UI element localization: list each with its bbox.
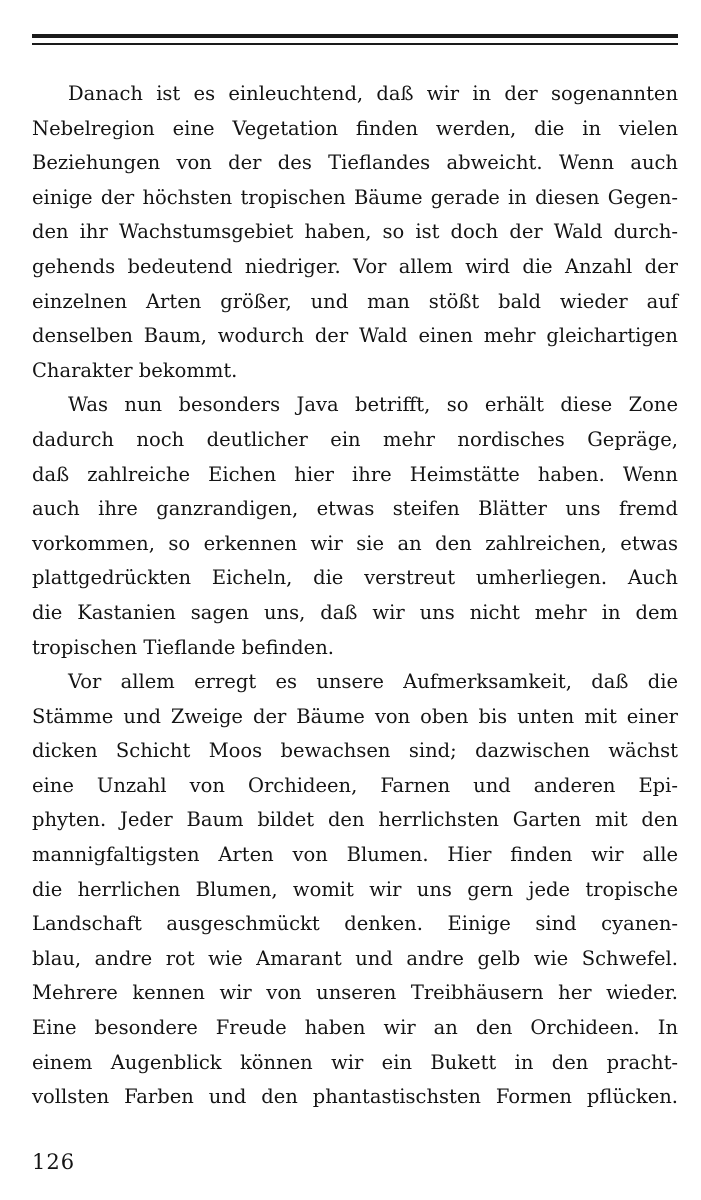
paragraph-2 [32,388,678,665]
text-line: eine Unzahl von Orchideen, Farnen und anderen Epi- [32,773,678,797]
text-line: vollsten Farben und den phantastischsten Formen pflücken. [32,1085,678,1109]
text-line: die herrlichen Blumen, womit wir uns gern jede tropische [32,877,678,901]
text-line: Vor allem erregt es unsere Aufmerksamkeit, daß die [68,670,678,694]
header-rule-thick [32,34,678,38]
text-line: auch ihre ganzrandigen, etwas steifen Blätter uns fremd [32,497,678,521]
text-line: Landschaft ausgeschmückt denken. Einige sind cyanen- [32,912,678,936]
text-line: Danach ist es einleuchtend, daß wir in der sogenannten [68,82,678,105]
text-line: phyten. Jeder Baum bildet den herrlichsten Garten mit den [32,808,678,832]
text-line: Beziehungen von der des Tieflandes abweicht. Wenn auch [32,151,678,175]
text-line: Stämme und Zweige der Bäume von oben bis unten mit einer [32,704,678,728]
text-line: Charakter bekommt. [32,358,238,382]
text-line: mannigfaltigsten Arten von Blumen. Hier finden wir alle [32,843,678,867]
text-line: einige der höchsten tropischen Bäume gerade in diesen Gegen- [32,185,678,209]
text-line: dadurch noch deutlicher ein mehr nordisches Gepräge, [32,427,678,451]
text-line: Eine besondere Freude haben wir an den Orchideen. In [32,1016,678,1040]
body-text [32,77,678,1115]
paragraph-3 [32,665,678,1115]
text-line: denselben Baum, wodurch der Wald einen mehr gleichartigen [32,324,678,348]
text-line: gehends bedeutend niedriger. Vor allem wird die Anzahl der [32,254,678,278]
header-rule-thin [32,43,678,45]
text-line: blau, andre rot wie Amarant und andre gelb wie Schwefel. [32,946,678,970]
text-line: vorkommen, so erkennen wir sie an den zahlreichen, etwas [32,531,678,555]
text-line: einem Augenblick können wir ein Bukett in den pracht- [32,1050,678,1074]
text-line: die Kastanien sagen uns, daß wir uns nicht mehr in dem [32,600,678,624]
text-line: daß zahlreiche Eichen hier ihre Heimstätte haben. Wenn [32,462,678,486]
text-line: tropischen Tieflande befinden. [32,635,334,659]
text-line: dicken Schicht Moos bewachsen sind; dazwischen wächst [32,739,678,763]
text-line: Was nun besonders Java betrifft, so erhält diese Zone [68,393,678,417]
text-line: Nebelregion eine Vegetation finden werden, die in vielen [32,116,678,140]
text-line: einzelnen Arten größer, und man stößt bald wieder auf [32,289,678,313]
text-line: Mehrere kennen wir von unseren Treibhäusern her wieder. [32,981,678,1005]
paragraph-1 [32,77,678,388]
text-line: den ihr Wachstumsgebiet haben, so ist doch der Wald durch- [32,220,678,244]
text-line: plattgedrückten Eicheln, die verstreut umherliegen. Auch [32,566,678,590]
page-number: 126 [32,1150,76,1174]
